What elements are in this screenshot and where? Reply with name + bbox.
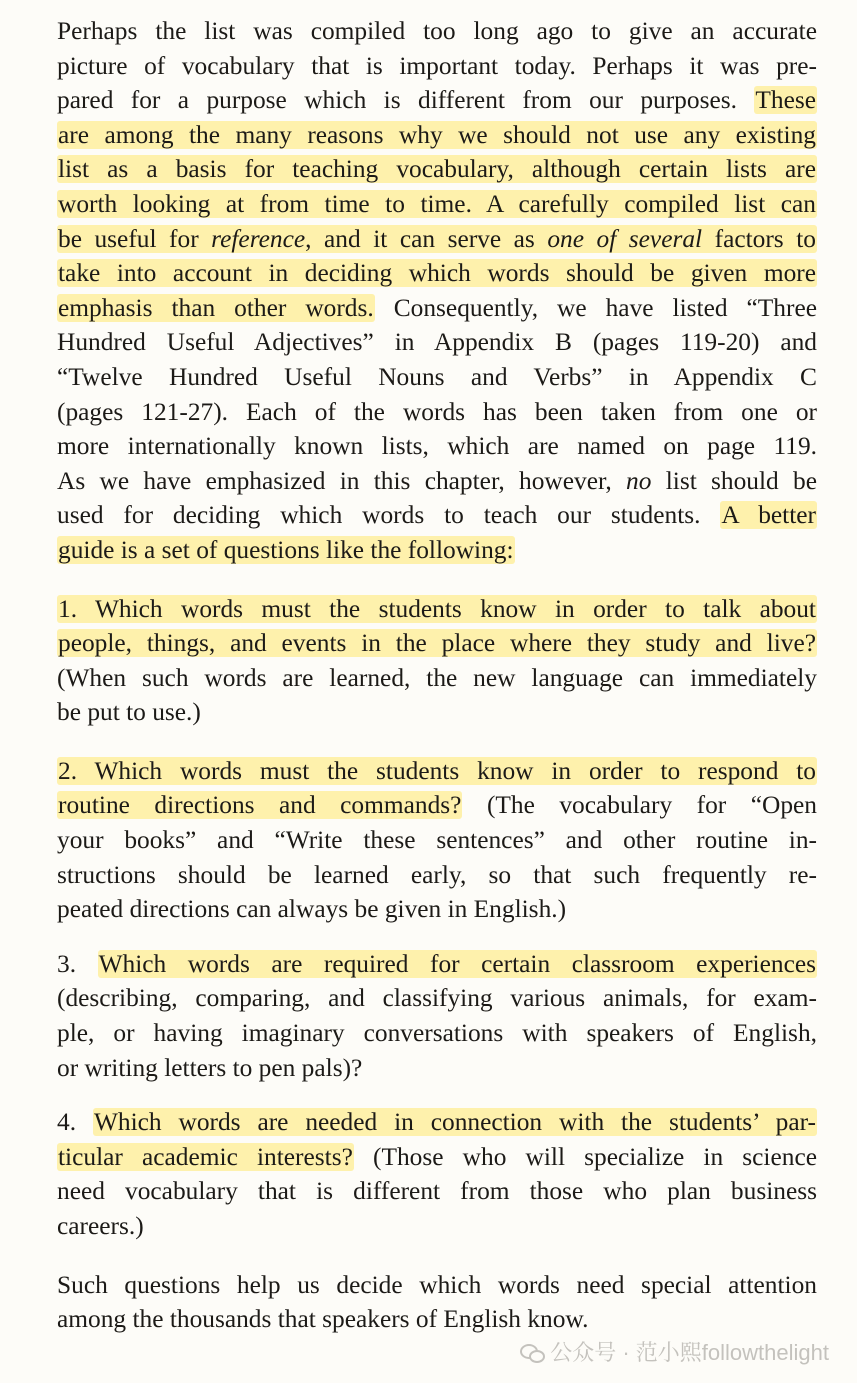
highlight	[57, 225, 817, 253]
text-line: (pages 121-27). Each of the words has been taken from one or	[57, 397, 817, 426]
text-line: (When such words are learned, the new language can immediately	[57, 663, 817, 692]
text-span: factors to	[714, 224, 816, 253]
text-line: peated directions can always be given in English.)	[57, 895, 567, 924]
text-line	[57, 498, 817, 533]
text-line	[57, 83, 817, 118]
text-line: (describing, comparing, and classifying various animals, for exam-	[57, 984, 817, 1013]
highlight: Which words are needed in connection with the students’ par-	[93, 1108, 816, 1137]
text-line	[57, 256, 817, 291]
highlight: people, things, and events in the place where they study and live?	[58, 629, 816, 658]
highlight: A better	[721, 501, 816, 530]
spacer	[57, 1244, 817, 1268]
text-line: Hundred Useful Adjectives” in Appendix B (pages 119-20) and	[57, 328, 817, 357]
text-line	[57, 533, 817, 568]
text-line	[57, 152, 817, 187]
text-line	[57, 947, 817, 982]
book-page	[57, 14, 817, 1337]
text-line	[57, 754, 817, 789]
text-span: used for deciding which words to teach our students.	[57, 501, 701, 530]
text-span: list should be	[665, 466, 817, 495]
question-2	[57, 754, 817, 927]
text-line: among the thousands that speakers of English know.	[57, 1305, 589, 1334]
text-span: pared for a purpose which is different from our purposes.	[57, 86, 737, 115]
highlight: worth looking at from time to time. A carefully compiled list can	[58, 189, 816, 218]
text-line: more internationally known lists, which are named on page 119.	[57, 432, 817, 461]
text-span: 3.	[57, 949, 77, 978]
text-line: your books” and “Write these sentences” and other routine in-	[57, 826, 817, 855]
text-line	[57, 464, 817, 499]
text-line: picture of vocabulary that is important today. Perhaps it was pre-	[57, 51, 817, 80]
intro-paragraph	[57, 14, 817, 568]
text-line	[57, 1105, 817, 1140]
question-4	[57, 1105, 817, 1243]
highlight: ticular academic interests?	[58, 1142, 353, 1171]
highlight: 2. Which words must the students know in order to respond to	[58, 756, 816, 785]
text-line: be put to use.)	[57, 698, 201, 727]
text-span: As we have emphasized in this chapter, however,	[57, 466, 612, 495]
question-1	[57, 592, 817, 730]
text-line	[57, 592, 817, 627]
text-line: Perhaps the list was compiled too long ago to give an accurate	[57, 17, 817, 45]
highlight: 1. Which words must the students know in order to talk about	[58, 594, 816, 623]
text-line: ple, or having imaginary conversations with speakers of English,	[57, 1019, 817, 1048]
text-line	[57, 626, 817, 661]
wechat-icon	[520, 1342, 544, 1362]
text-span: (The vocabulary for “Open	[486, 791, 817, 820]
text-span: Consequently, we have listed “Three	[393, 293, 817, 322]
text-line: or writing letters to pen pals)?	[57, 1053, 363, 1082]
closing-paragraph	[57, 1268, 817, 1337]
text-line	[57, 187, 817, 222]
highlight: take into account in deciding which words should be given more	[58, 259, 816, 288]
text-span: , and it can serve as	[305, 224, 535, 253]
watermark	[520, 1336, 829, 1367]
highlight: emphasis than other words.	[58, 293, 374, 322]
text-line	[57, 118, 817, 153]
italic-text: reference	[211, 224, 306, 253]
highlight: routine directions and commands?	[58, 791, 462, 820]
text-line: careers.)	[57, 1212, 144, 1240]
text-line	[57, 291, 817, 326]
text-line: structions should be learned early, so that such frequently re-	[57, 860, 817, 889]
highlight: are among the many reasons why we should not use any existing	[58, 120, 816, 149]
text-line: “Twelve Hundred Useful Nouns and Verbs” in Appendix C	[57, 362, 817, 391]
text-span: (Those who will specialize in science	[373, 1142, 817, 1171]
spacer	[57, 730, 817, 754]
italic-text: no	[626, 466, 652, 495]
text-line: need vocabulary that is different from those who plan business	[57, 1177, 817, 1206]
text-line	[57, 788, 817, 823]
highlight: list as a basis for teaching vocabulary, although certain lists are	[58, 155, 816, 184]
highlight: guide is a set of questions like the following:	[58, 535, 514, 564]
spacer	[57, 568, 817, 592]
watermark-text: 公众号 · 范小熙followthelight	[550, 1340, 829, 1365]
highlight: These	[755, 86, 816, 115]
text-span: be useful for	[58, 224, 199, 253]
highlight: Which words are required for certain classroom experiences	[98, 949, 816, 978]
italic-text: one of several	[547, 224, 703, 253]
question-3	[57, 947, 817, 1085]
text-line	[57, 1140, 817, 1175]
spacer	[57, 1085, 817, 1105]
text-line	[57, 222, 817, 257]
text-line: Such questions help us decide which words need special attention	[57, 1270, 817, 1299]
spacer	[57, 927, 817, 947]
text-span: 4.	[57, 1108, 77, 1137]
